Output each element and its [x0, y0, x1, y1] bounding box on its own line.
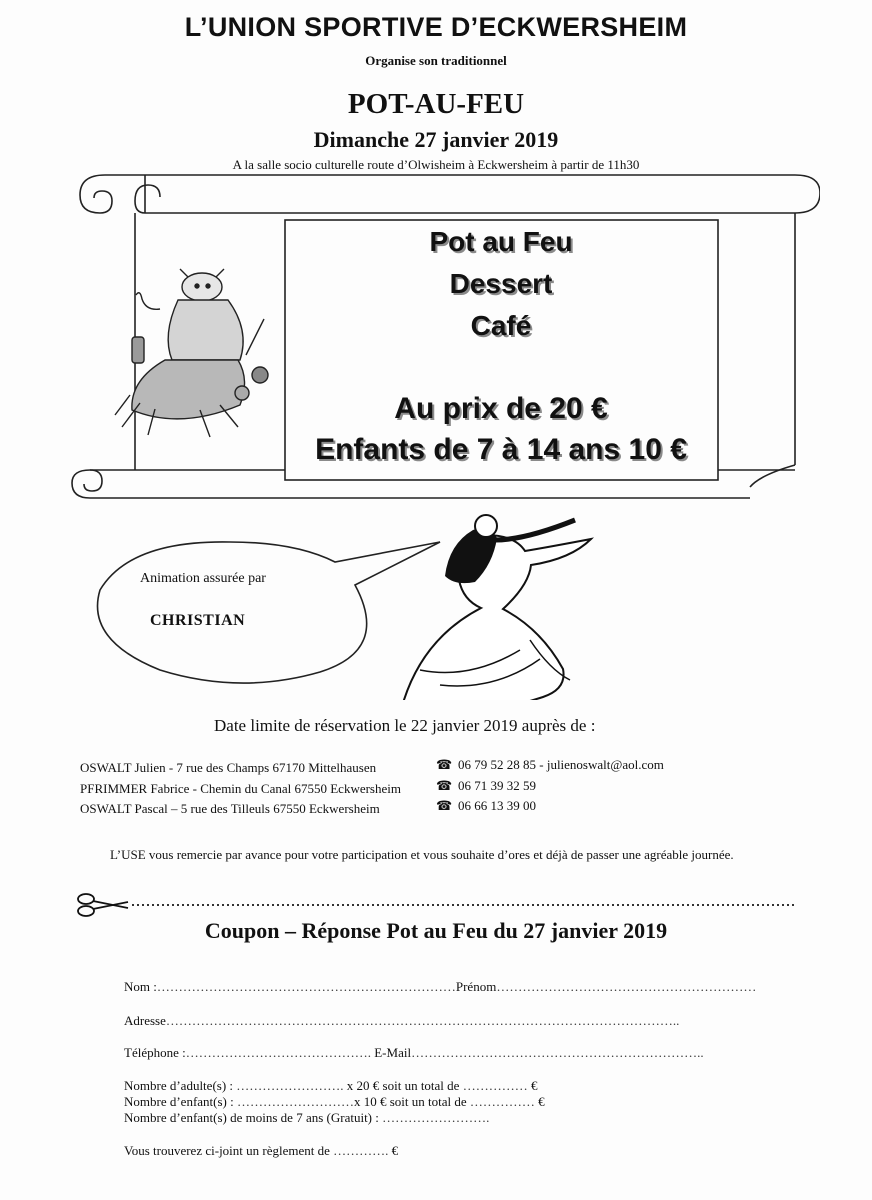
contact-phone-text: 06 66 13 39 00 — [458, 798, 536, 813]
animator-name: CHRISTIAN — [150, 612, 246, 629]
adultes-label: Nombre d’adulte(s) : — [124, 1078, 237, 1093]
menu-item-dessert: Dessert — [449, 268, 553, 299]
enfants-price: x 10 € soit un total de — [354, 1094, 470, 1109]
euro-sign: € — [530, 1078, 538, 1093]
adultes-field[interactable]: ……………………. — [236, 1078, 347, 1093]
contact-phone-1 — [436, 757, 664, 773]
menu-item-pot-au-feu: Pot au Feu — [429, 226, 573, 257]
contact-name-1: OSWALT Julien - 7 rue des Champs 67170 Mittelhausen — [80, 760, 377, 775]
form-row-name — [124, 979, 756, 995]
reglement-label: Vous trouverez ci-joint un règlement de — [124, 1143, 334, 1158]
form-row-address — [124, 1013, 679, 1029]
menu-item-cafe: Café — [470, 310, 532, 341]
adresse-field[interactable]: ……………………………………………………………………………………………………….. — [165, 1013, 680, 1028]
telephone-field[interactable]: ……………………………………. — [185, 1045, 375, 1060]
enfants-field[interactable]: ……………………… — [237, 1094, 354, 1109]
prenom-field[interactable]: …………………………………………………… — [496, 979, 757, 994]
contact-name-3: OSWALT Pascal – 5 rue des Tilleuls 67550 Eckwersheim — [80, 801, 380, 816]
email-field[interactable]: ………………………………………………………….. — [411, 1045, 704, 1060]
scissors-icon — [78, 894, 128, 916]
adultes-price: x 20 € soit un total de — [346, 1078, 463, 1093]
contact-phone-text: 06 79 52 28 85 - julienoswalt@aol.com — [458, 757, 664, 772]
subtitle: Organise son traditionnel — [365, 53, 507, 68]
contact-phone-text: 06 71 39 32 59 — [458, 778, 536, 793]
telephone-icon: ☎ — [436, 778, 453, 793]
enfants-label: Nombre d’enfant(s) : — [124, 1094, 237, 1109]
coupon-title: Coupon – Réponse Pot au Feu du 27 janvier 2019 — [204, 918, 668, 943]
reglement-field[interactable]: …………. — [333, 1143, 392, 1158]
form-row-children — [124, 1094, 545, 1110]
speech-bubble-dancers — [90, 510, 650, 700]
event-date: Dimanche 27 janvier 2019 — [313, 127, 559, 152]
reglement-euro: € — [391, 1143, 399, 1158]
moins7-field[interactable]: ……………………. — [382, 1110, 490, 1125]
nom-label: Nom : — [124, 979, 157, 994]
cut-line — [76, 893, 800, 917]
reservation-deadline: Date limite de réservation le 22 janvier 2019 auprès de : — [214, 716, 596, 735]
telephone-icon: ☎ — [436, 798, 453, 813]
cow-pot-illustration — [115, 269, 268, 437]
contact-phone-3 — [436, 798, 536, 814]
form-row-adults — [124, 1078, 537, 1094]
enfants-total-field[interactable]: …………… — [469, 1094, 539, 1109]
event-title: POT-AU-FEU — [347, 88, 525, 120]
speech-bubble — [98, 542, 441, 683]
form-row-contact — [124, 1045, 704, 1061]
contact-phone-2 — [436, 778, 536, 794]
price-adult: Au prix de 20 € — [394, 392, 608, 425]
prenom-label: Prénom — [455, 979, 497, 994]
adresse-label: Adresse — [124, 1013, 166, 1028]
animation-label: Animation assurée par — [140, 571, 266, 586]
euro-sign: € — [538, 1094, 545, 1109]
email-label: E-Mail — [374, 1045, 412, 1060]
price-child: Enfants de 7 à 14 ans 10 € — [315, 433, 687, 466]
form-row-payment — [124, 1143, 398, 1159]
telephone-icon: ☎ — [436, 757, 453, 772]
telephone-label: Téléphone : — [124, 1045, 186, 1060]
thanks-message: L’USE vous remercie par avance pour votre participation et vous souhaite d’ores et déjà de passer une agréable journée. — [110, 847, 734, 862]
dancing-couple-illustration — [403, 515, 591, 700]
adultes-total-field[interactable]: …………… — [462, 1078, 531, 1093]
contact-name-2: PFRIMMER Fabrice - Chemin du Canal 67550 Eckwersheim — [80, 781, 401, 796]
venue-line: A la salle socio culturelle route d’Olwisheim à Eckwersheim à partir de 11h30 — [232, 157, 640, 172]
form-row-under7 — [124, 1110, 489, 1126]
organization-title: L’UNION SPORTIVE D’ECKWERSHEIM — [184, 12, 688, 42]
nom-field[interactable]: …………………………………………………………… — [156, 979, 456, 994]
moins7-label: Nombre d’enfant(s) de moins de 7 ans (Gratuit) : — [124, 1110, 383, 1125]
